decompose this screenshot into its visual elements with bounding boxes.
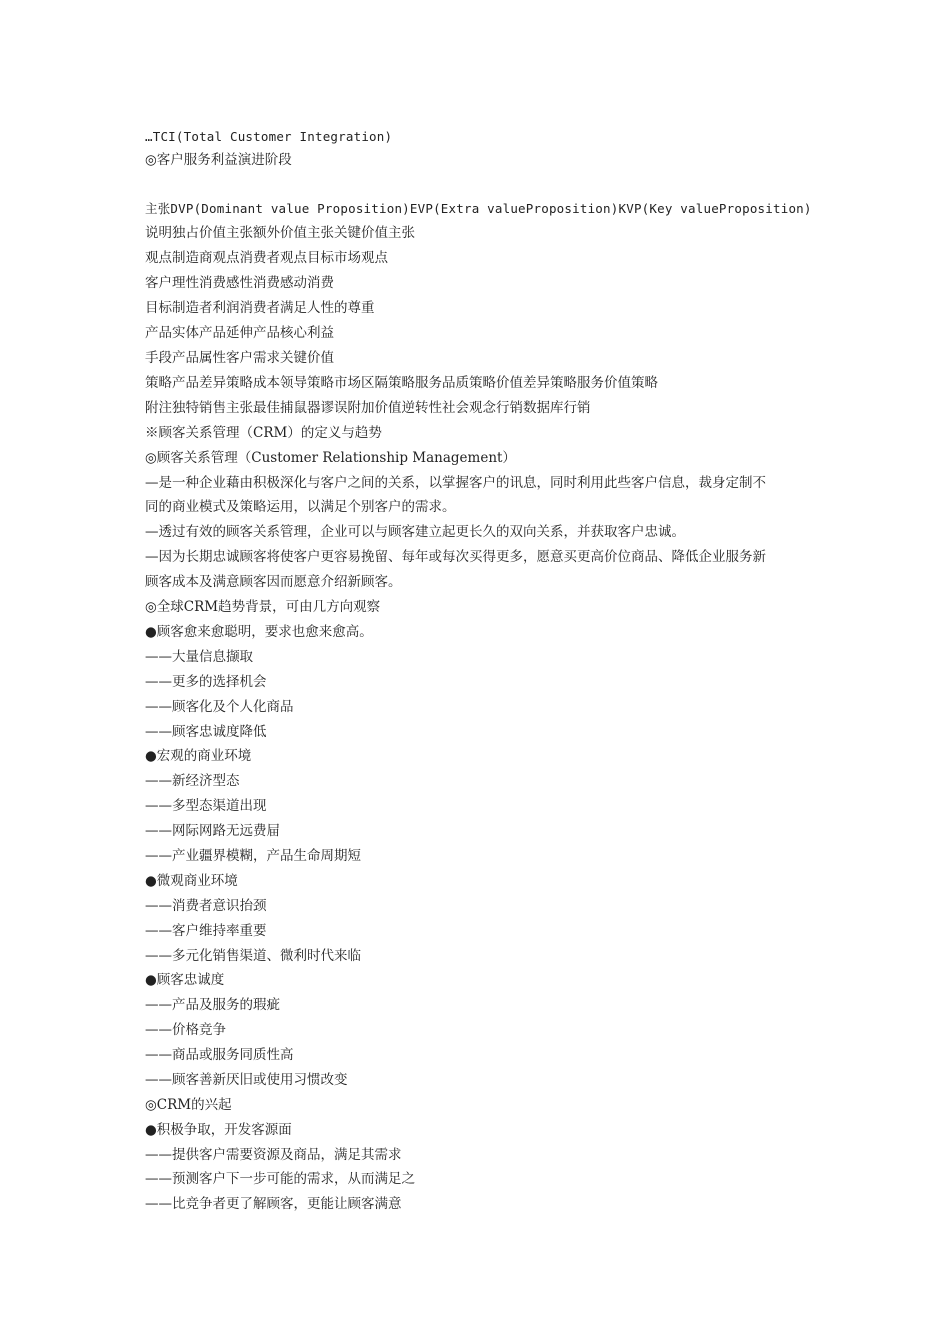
text-line: 同的商业模式及策略运用，以满足个别客户的需求。 bbox=[145, 499, 456, 515]
text-line: ——预测客户下一步可能的需求，从而满足之 bbox=[145, 1171, 415, 1187]
text-line: ◎全球CRM趋势背景，可由几方向观察 bbox=[145, 599, 381, 615]
text-line: ——大量信息撷取 bbox=[145, 649, 253, 665]
text-line: ——产品及服务的瑕疵 bbox=[145, 997, 280, 1013]
text-line: ◎客户服务利益演进阶段 bbox=[145, 152, 292, 168]
text-line: ——新经济型态 bbox=[145, 773, 240, 789]
text-line: ●微观商业环境 bbox=[145, 873, 238, 889]
text-line: ——提供客户需要资源及商品，满足其需求 bbox=[145, 1147, 402, 1163]
text-line: ——多元化销售渠道、微利时代来临 bbox=[145, 948, 361, 964]
text-line: ——网际网路无远费屇 bbox=[145, 823, 280, 839]
text-line: ●宏观的商业环境 bbox=[145, 748, 252, 764]
text-line: ——多型态渠道出现 bbox=[145, 798, 267, 814]
text-line: 手段产品属性客户需求关键价值 bbox=[145, 350, 334, 366]
text-line: ●积极争取，开发客源面 bbox=[145, 1122, 292, 1138]
text-line: ——顾客化及个人化商品 bbox=[145, 699, 294, 715]
text-line: ●顾客忠诚度 bbox=[145, 972, 225, 988]
text-line: ——比竞争者更了解顾客，更能让顾客满意 bbox=[145, 1196, 402, 1212]
text-line: ——商品或服务同质性高 bbox=[145, 1047, 294, 1063]
text-line: —透过有效的顾客关系管理，企业可以与顾客建立起更长久的双向关系，并获取客户忠诚。 bbox=[145, 524, 685, 540]
text-line: 策略产品差异策略成本领导策略市场区隔策略服务品质策略价值差异策略服务价值策略 bbox=[145, 375, 658, 391]
text-line: 说明独占价值主张额外价值主张关键价值主张 bbox=[145, 225, 415, 241]
text-line: ※顾客关系管理（CRM）的定义与趋势 bbox=[145, 425, 382, 441]
text-line: —因为长期忠诚顾客将使客户更容易挽留、每年或每次买得更多，愿意买更高价位商品、降低企业服务新 bbox=[145, 549, 766, 565]
text-line: 附注独特销售主张最佳捕鼠器谬误附加价值逆转性社会观念行销数据库行销 bbox=[145, 400, 591, 416]
text-line: ——消费者意识抬颈 bbox=[145, 898, 267, 914]
text-line: —是一种企业藉由积极深化与客户之间的关系，以掌握客户的讯息，同时利用此些客户信息，裁身定制不 bbox=[145, 475, 766, 491]
text-line: ——更多的选择机会 bbox=[145, 674, 267, 690]
text-line: …TCI(Total Customer Integration) bbox=[145, 129, 393, 144]
text-line: ——顾客忠诚度降低 bbox=[145, 724, 267, 740]
text-line: ——客户维持率重要 bbox=[145, 923, 267, 939]
text-line: ——顾客善新厌旧或使用习惯改变 bbox=[145, 1072, 348, 1088]
text-line: 目标制造者利润消费者满足人性的尊重 bbox=[145, 300, 375, 316]
text-line: ●顾客愈来愈聪明，要求也愈来愈高。 bbox=[145, 624, 373, 640]
text-line: 产品实体产品延伸产品核心利益 bbox=[145, 325, 334, 341]
text-line: ——产业疆界模糊，产品生命周期短 bbox=[145, 848, 361, 864]
text-line: 主张DVP(Dominant value Proposition)EVP(Extra valueProposition)KVP(Key valueProposition) bbox=[145, 201, 812, 216]
text-line: 客户理性消费感性消费感动消费 bbox=[145, 275, 334, 291]
text-line: ◎CRM的兴起 bbox=[145, 1097, 232, 1113]
text-line: 观点制造商观点消费者观点目标市场观点 bbox=[145, 250, 388, 266]
text-line: ◎顾客关系管理（Customer Relationship Management） bbox=[145, 450, 516, 466]
text-line: ——价格竞争 bbox=[145, 1022, 226, 1038]
text-line: 顾客成本及满意顾客因而愿意介绍新顾客。 bbox=[145, 574, 402, 590]
